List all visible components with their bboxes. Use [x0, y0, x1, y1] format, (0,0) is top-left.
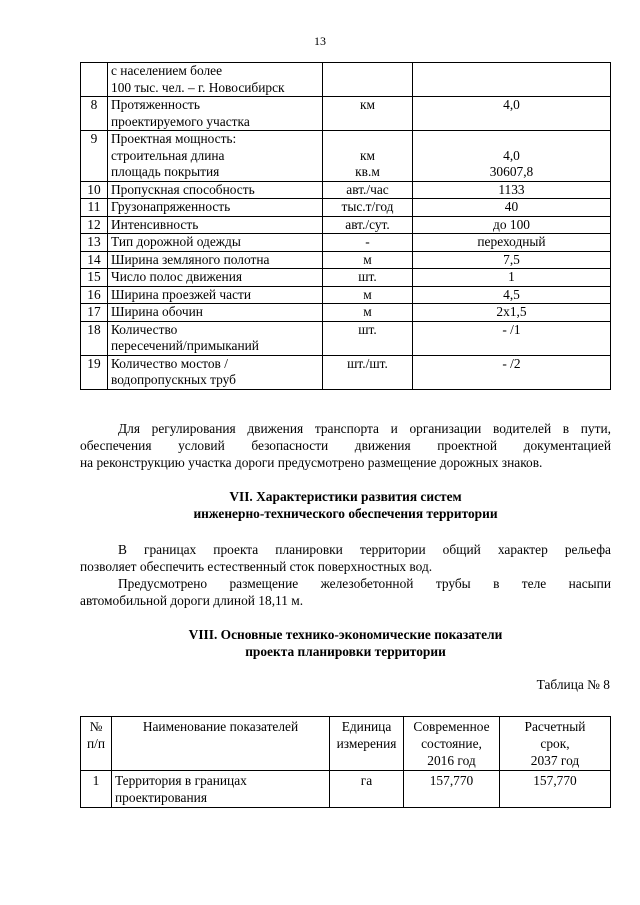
paragraph-line: на реконструкцию участка дороги предусмотрено размещение дорожных знаков. [80, 455, 543, 470]
row-value [413, 234, 611, 252]
section-heading-vii [80, 488, 611, 522]
row-value-text: 40 [504, 199, 519, 214]
row-num [81, 63, 108, 97]
row-num: 13 [81, 234, 108, 252]
paragraph-line: позволяет обеспечить естественный сток поверхностных вод. [80, 559, 433, 574]
row-name-text: Ширина проезжей части [111, 286, 252, 302]
paragraph-line: В границах проекта планировки территории общий характер рельефа [118, 542, 611, 557]
header-current [404, 717, 500, 771]
section-heading-viii [80, 626, 611, 660]
row-value [413, 199, 611, 217]
row-name-text: площадь покрытия [111, 164, 220, 179]
paragraph-line: автомобильной дороги длиной 18,11 м. [80, 593, 304, 608]
row-unit [323, 321, 413, 355]
heading-line: инженерно-технического обеспечения территории [193, 506, 498, 521]
table-row [81, 199, 611, 217]
row-name-text: Ширина земляного полотна [111, 251, 270, 267]
row-unit [323, 286, 413, 304]
row-name-text: Протяженность [111, 97, 201, 112]
header-text: Наименование показателей [142, 719, 299, 734]
heading-line: VIII. Основные технико-экономические показатели [188, 627, 503, 642]
row-name [108, 216, 323, 234]
row-name [108, 63, 323, 97]
header-unit [330, 717, 404, 771]
row-unit: га [330, 771, 404, 808]
row-unit [323, 216, 413, 234]
row-name-text: Интенсивность [111, 216, 199, 232]
table-row [81, 181, 611, 199]
row-value [413, 251, 611, 269]
table-row [81, 131, 611, 182]
row-name [108, 234, 323, 252]
row-value [413, 304, 611, 322]
row-value [413, 269, 611, 287]
row-unit-text: тыс.т/год [341, 199, 394, 214]
table-row [81, 771, 611, 808]
header-text: Современное [413, 719, 490, 734]
table-caption: Таблица № 8 [536, 677, 610, 692]
row-name-text: Грузонапряженность [111, 199, 231, 214]
row-current: 157,770 [404, 771, 500, 808]
header-name [112, 717, 330, 771]
heading-line: проекта планировки территории [245, 644, 446, 659]
table-row [81, 97, 611, 131]
page-number: 13 [314, 34, 326, 48]
row-unit-text: м [363, 304, 372, 319]
table-row [81, 234, 611, 252]
row-value-text: - /2 [502, 355, 521, 371]
row-name [108, 286, 323, 304]
header-text: 2037 год [530, 753, 580, 768]
row-name-text: строительная длина [111, 147, 225, 163]
table-row [81, 63, 611, 97]
row-name [108, 251, 323, 269]
row-num: 16 [81, 286, 108, 304]
header-text: 2016 год [427, 753, 476, 768]
row-value-text: до 100 [493, 216, 530, 232]
row-unit-text: шт./шт. [347, 355, 388, 371]
row-unit-text: м [363, 286, 372, 302]
row-num: 14 [81, 251, 108, 269]
road-parameters-table [80, 62, 611, 390]
row-num: 17 [81, 304, 108, 322]
row-num: 8 [81, 97, 108, 131]
row-name-text: 100 тыс. чел. – г. Новосибирск [111, 79, 285, 95]
row-unit-text: шт. [358, 321, 377, 337]
row-unit [323, 304, 413, 322]
header-text: срок, [540, 736, 570, 751]
row-name-text: Ширина обочин [111, 304, 203, 319]
row-value-text: 1 [508, 269, 515, 284]
header-text: Расчетный [524, 719, 586, 734]
header-text: № [89, 719, 103, 734]
row-value-text: 4,0 [503, 97, 520, 112]
row-name-text: Число полос движения [111, 269, 243, 284]
row-unit [323, 199, 413, 217]
row-unit [323, 355, 413, 389]
row-value-text: 2х1,5 [496, 304, 527, 319]
row-value [413, 63, 611, 97]
row-unit [323, 63, 413, 97]
row-unit [323, 131, 413, 182]
row-name-text: проектирования [115, 790, 207, 805]
paragraph-line: обеспечения условий безопасности движения проектной документацией [80, 438, 611, 453]
paragraph-road-signs [80, 420, 611, 471]
row-name [108, 304, 323, 322]
row-target: 157,770 [500, 771, 611, 808]
row-unit [323, 181, 413, 199]
table-row [81, 286, 611, 304]
row-num: 10 [81, 181, 108, 199]
header-num [81, 717, 112, 771]
header-text: состояние, [421, 736, 482, 751]
row-num: 9 [81, 131, 108, 182]
row-name-text: с населением более [111, 63, 223, 78]
table-row [81, 251, 611, 269]
row-unit-text [326, 131, 409, 148]
paragraph-line: Предусмотрено размещение железобетонной трубы в теле насыпи [118, 576, 611, 591]
table-row [81, 321, 611, 355]
row-value [413, 321, 611, 355]
row-name-text: проектируемого участка [111, 113, 250, 129]
table-header-row [81, 717, 611, 771]
table-row [81, 269, 611, 287]
row-value-text: - /1 [502, 321, 521, 337]
row-value [413, 286, 611, 304]
row-name [108, 131, 323, 182]
row-unit [323, 269, 413, 287]
row-num: 18 [81, 321, 108, 355]
row-value-text: 30607,8 [489, 164, 534, 179]
row-name-text: Проектная мощность: [111, 131, 237, 146]
row-num: 15 [81, 269, 108, 287]
row-name [108, 181, 323, 199]
paragraph-culvert [80, 575, 611, 609]
paragraph-relief [80, 541, 611, 575]
row-unit-text: шт. [358, 269, 377, 284]
row-unit-text: авт./час [346, 181, 389, 197]
row-unit-text: кв.м [355, 164, 380, 179]
header-text: измерения [336, 736, 397, 751]
row-value-text [416, 131, 607, 148]
paragraph-line: Для регулирования движения транспорта и организации водителей в пути, [118, 421, 611, 436]
row-name [108, 355, 323, 389]
row-name [112, 771, 330, 808]
row-unit [323, 251, 413, 269]
row-name [108, 199, 323, 217]
row-unit-text: м [363, 251, 372, 267]
row-value [413, 216, 611, 234]
row-name [108, 269, 323, 287]
row-value-text [416, 63, 607, 80]
row-num: 12 [81, 216, 108, 234]
row-unit-text: км [360, 97, 375, 112]
row-unit-text: - [365, 234, 370, 249]
row-unit-text [326, 63, 409, 80]
row-value [413, 355, 611, 389]
row-value [413, 181, 611, 199]
header-text: п/п [86, 736, 106, 751]
row-value-text: 7,5 [503, 251, 520, 267]
row-value-text: 4,5 [503, 286, 520, 302]
row-unit-text: км [360, 147, 375, 163]
row-unit [323, 97, 413, 131]
row-value-text: переходный [477, 234, 546, 249]
row-num: 19 [81, 355, 108, 389]
row-value-text: 4,0 [503, 147, 520, 163]
heading-line: VII. Характеристики развития систем [229, 489, 462, 504]
table-row [81, 355, 611, 389]
row-value [413, 97, 611, 131]
row-name-text: Количество мостов / [111, 355, 228, 371]
row-name-text: Количество [111, 321, 178, 337]
row-num: 11 [81, 199, 108, 217]
row-name [108, 97, 323, 131]
row-num: 1 [81, 771, 112, 808]
row-name-text: Тип дорожной одежды [111, 234, 241, 249]
row-unit-text: авт./сут. [345, 216, 390, 232]
row-name [108, 321, 323, 355]
row-value-text: 1133 [498, 181, 525, 197]
row-unit [323, 234, 413, 252]
table-row [81, 216, 611, 234]
table-row [81, 304, 611, 322]
indicators-table [80, 716, 611, 808]
row-name-text: водопропускных труб [111, 372, 236, 387]
row-name-text: Пропускная способность [111, 181, 255, 197]
row-name-text: пересечений/примыканий [111, 338, 259, 353]
header-target [500, 717, 611, 771]
row-name-text: Территория в границах [115, 773, 247, 788]
row-value [413, 131, 611, 182]
header-text: Единица [341, 719, 392, 734]
